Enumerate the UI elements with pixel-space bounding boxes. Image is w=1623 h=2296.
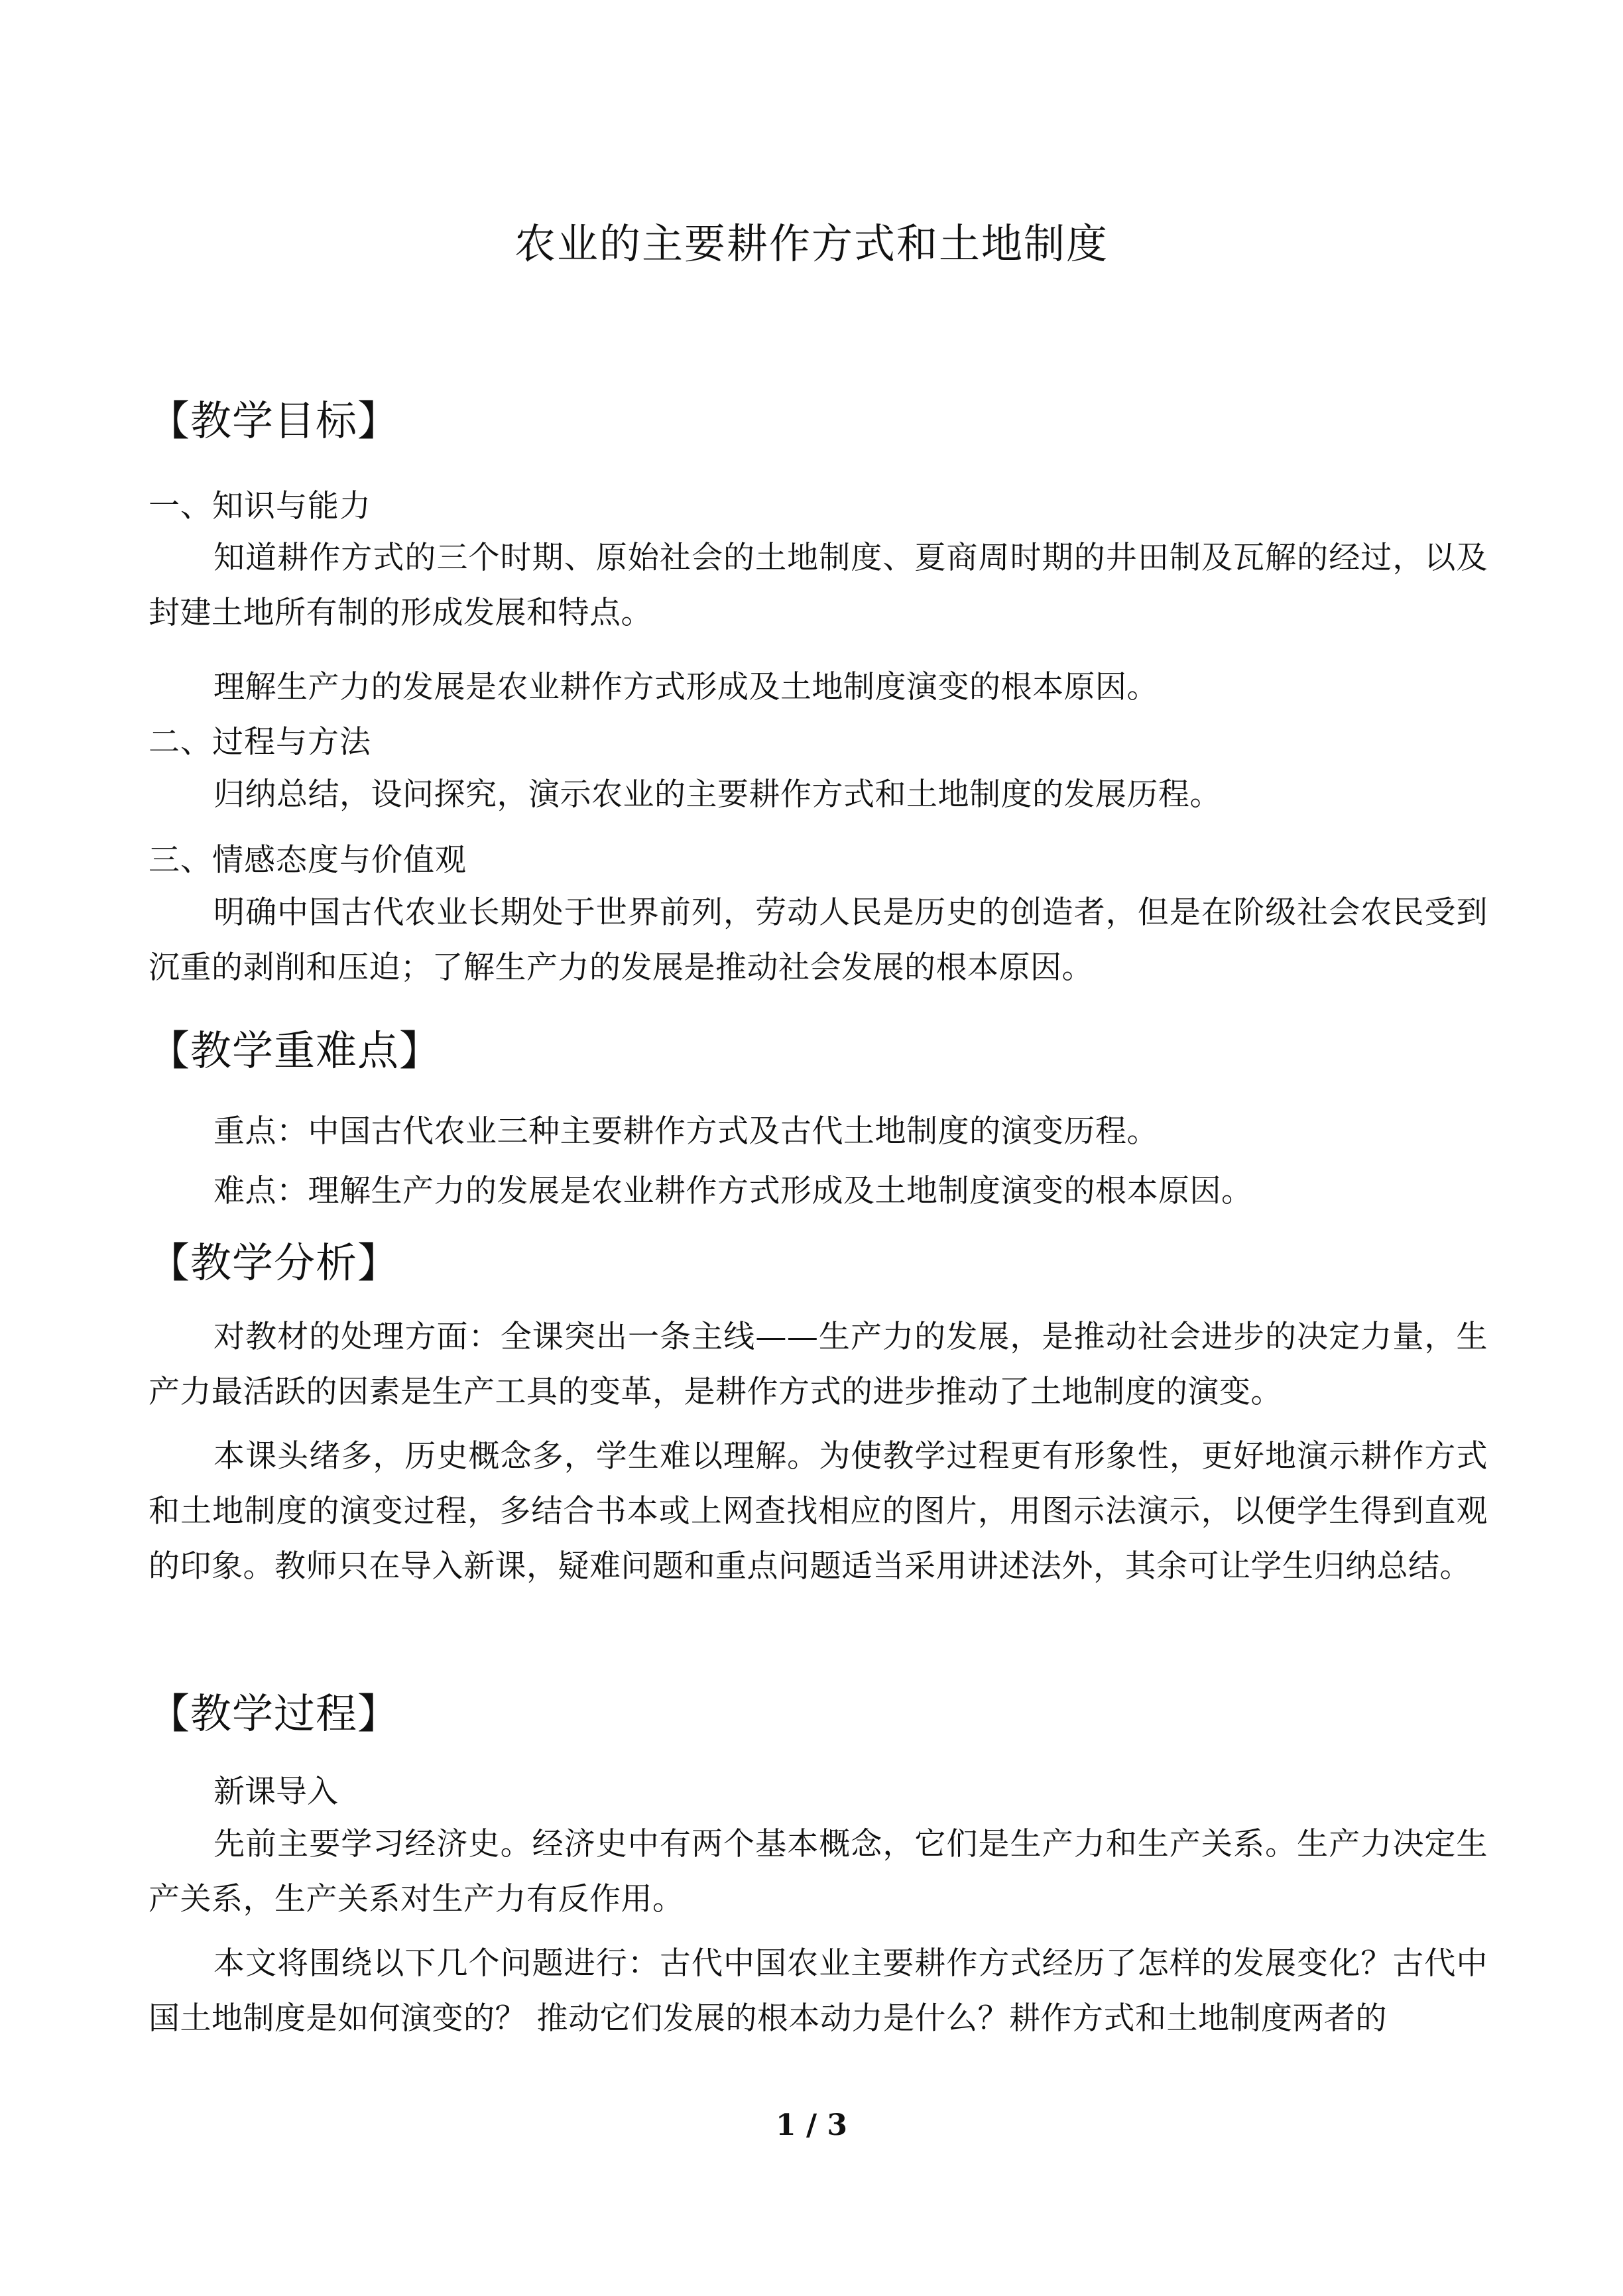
heading-analysis: 【教学分析】 <box>149 1239 400 1287</box>
document-title: 农业的主要耕作方式和土地制度 <box>514 219 1109 268</box>
paragraph-intro-label: 新课导入 <box>213 1774 338 1810</box>
paragraph-analysis-2: 本课头绪多，历史概念多，学生难以理解。为使教学过程更有形象性，更好地演示耕作方式和土地制度的演变过程，多结合书本或上网查找相应的图片，用图示法演示，以便学生得到直观的印象。教师只在导入新课，疑难问题和重点问题适当采用讲述法外，其余可让学生归纳总结。 <box>149 1438 1488 1585</box>
paragraph-knowledge: 知道耕作方式的三个时期、原始社会的土地制度、夏商周时期的井田制及瓦解的经过，以及封建土地所有制的形成发展和特点。 <box>149 540 1488 631</box>
heading-objectives: 【教学目标】 <box>149 396 400 445</box>
page-number: 1 / 3 <box>776 2108 847 2142</box>
subheading-attitude: 三、情感态度与价值观 <box>149 842 467 878</box>
paragraph-process: 归纳总结，设问探究，演示农业的主要耕作方式和土地制度的发展历程。 <box>213 776 1221 813</box>
paragraph-keypoint: 重点：中国古代农业三种主要耕作方式及古代土地制度的演变历程。 <box>213 1113 1158 1150</box>
heading-process: 【教学过程】 <box>149 1689 400 1738</box>
paragraph-attitude: 明确中国古代农业长期处于世界前列，劳动人民是历史的创造者，但是在阶级社会农民受到沉重的剥削和压迫；了解生产力的发展是推动社会发展的根本原因。 <box>149 894 1488 986</box>
paragraph-intro-1: 先前主要学习经济史。经济史中有两个基本概念，它们是生产力和生产关系。生产力决定生产关系，生产关系对生产力有反作用。 <box>149 1826 1488 1917</box>
paragraph-understanding: 理解生产力的发展是农业耕作方式形成及土地制度演变的根本原因。 <box>213 669 1158 705</box>
paragraph-analysis-1: 对教材的处理方面：全课突出一条主线——生产力的发展，是推动社会进步的决定力量，生产力最活跃的因素是生产工具的变革，是耕作方式的进步推动了土地制度的演变。 <box>149 1319 1488 1410</box>
paragraph-intro-2: 本文将围绕以下几个问题进行：古代中国农业主要耕作方式经历了怎样的发展变化？古代中国土地制度是如何演变的？ 推动它们发展的根本动力是什么？耕作方式和土地制度两者的 <box>149 1945 1488 2037</box>
subheading-process: 二、过程与方法 <box>149 724 371 760</box>
paragraph-difficulty: 难点：理解生产力的发展是农业耕作方式形成及土地制度演变的根本原因。 <box>213 1173 1253 1209</box>
heading-keypoints: 【教学重难点】 <box>149 1026 442 1075</box>
subheading-knowledge: 一、知识与能力 <box>149 488 371 524</box>
